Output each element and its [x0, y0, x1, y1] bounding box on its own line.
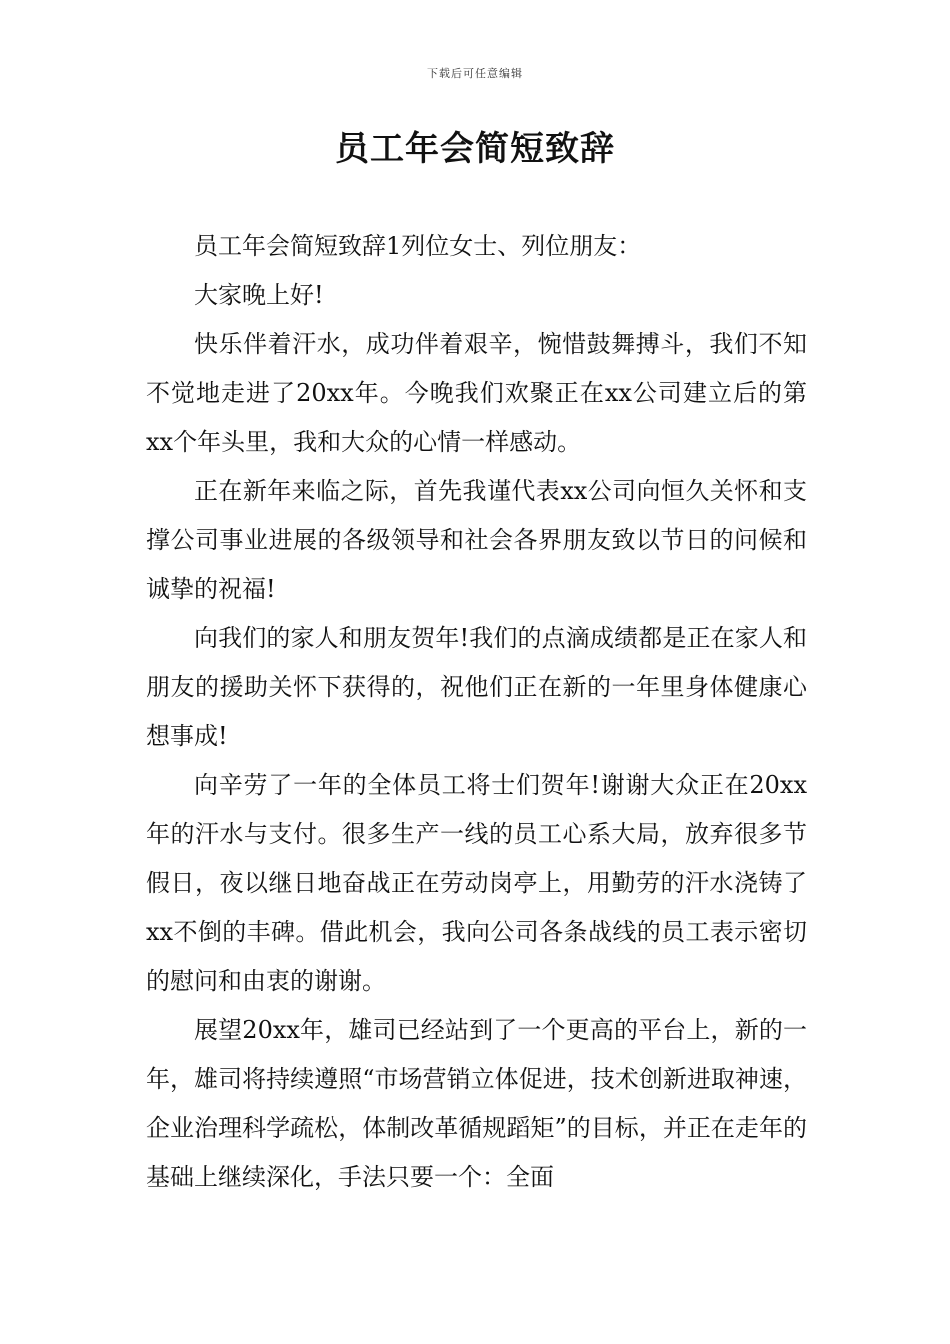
document-title: 员工年会简短致辞: [335, 129, 615, 169]
paragraph-7: 展望20xx年，雄司已经站到了一个更高的平台上，新的一年，雄司将持续遵照“市场营销立体促进，技术创新进取神速，企业治理科学疏松，体制改革循规蹈矩”的目标，并正在走年的基础上继续深化，手法只要一个：全面: [146, 1016, 807, 1191]
header-note: 下载后可任意编辑: [427, 67, 523, 80]
paragraph-4: 正在新年来临之际，首先我谨代表xx公司向恒久关怀和支撑公司事业进展的各级领导和社会各界朋友致以节日的问候和诚挚的祝福!: [146, 477, 807, 603]
paragraph-2: 大家晚上好!: [194, 281, 324, 309]
paragraph-3: 快乐伴着汗水，成功伴着艰辛，惋惜鼓舞搏斗，我们不知不觉地走进了20xx年。今晚我们欢聚正在xx公司建立后的第xx个年头里，我和大众的心情一样感动。: [146, 330, 807, 456]
paragraph-5: 向我们的家人和朋友贺年!我们的点滴成绩都是正在家人和朋友的援助关怀下获得的，祝他们正在新的一年里身体健康心想事成!: [146, 624, 807, 750]
document-body: [146, 222, 807, 1202]
paragraph-1: 员工年会简短致辞1列位女士、列位朋友：: [194, 232, 642, 260]
paragraph-6: 向辛劳了一年的全体员工将士们贺年!谢谢大众正在20xx年的汗水与支付。很多生产一线的员工心系大局，放弃很多节假日，夜以继日地奋战正在劳动岗亭上，用勤劳的汗水浇铸了xx不倒的丰碑。借此机会，我向公司各条战线的员工表示密切的慰问和由衷的谢谢。: [146, 771, 807, 995]
